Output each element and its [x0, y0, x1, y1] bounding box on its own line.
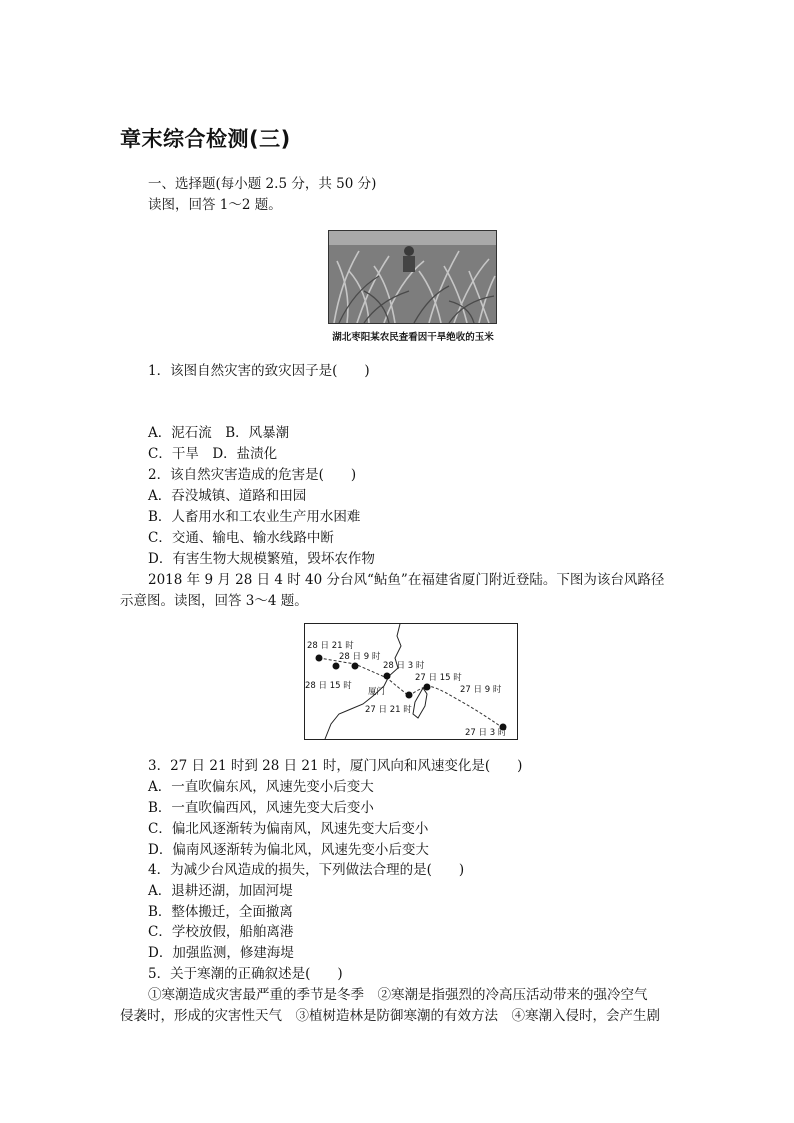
- typhoon-track-map: [304, 623, 518, 740]
- intro-text-1: 读图，回答 1～2 题。: [148, 197, 282, 213]
- question-4-option-a: A．退耕还湖，加固河堤: [148, 883, 293, 899]
- question-3-stem: 3．27 日 21 时到 28 日 21 时，厦门风向和风速变化是( ): [148, 758, 523, 774]
- typhoon-marker: [424, 684, 431, 691]
- question-4-stem: 4．为减少台风造成的损失，下列做法合理的是( ): [148, 862, 465, 878]
- intro-text-2-line-1: 2018 年 9 月 28 日 4 时 40 分台风“鲇鱼”在福建省厦门附近登陆。下图为该台风路径: [148, 572, 665, 588]
- question-1-options-ab: A．泥石流 B．风暴潮: [148, 425, 290, 441]
- map-label-27-3: 27 日 3 时: [465, 728, 507, 738]
- question-3-option-c: C．偏北风逐渐转为偏南风，风速先变大后变小: [148, 821, 429, 837]
- question-2-option-c: C．交通、输电、输水线路中断: [148, 530, 334, 546]
- typhoon-marker: [316, 655, 323, 662]
- question-5-line-2: 侵袭时，形成的灾害性天气 ③植树造林是防御寒潮的有效方法 ④寒潮入侵时，会产生剧: [120, 1008, 660, 1024]
- question-2-option-d: D．有害生物大规模繁殖，毁坏农作物: [148, 551, 375, 567]
- question-2-option-b: B．人畜用水和工农业生产用水困难: [148, 509, 361, 525]
- question-4-option-d: D．加强监测，修建海堤: [148, 945, 294, 961]
- question-1-options-cd: C．干旱 D．盐渍化: [148, 446, 278, 462]
- map-label-27-9: 27 日 9 时: [460, 685, 502, 695]
- photo-caption: 湖北枣阳某农民查看因干旱绝收的玉米: [332, 332, 494, 343]
- question-2-option-a: A．吞没城镇、道路和田园: [148, 488, 307, 504]
- intro-text-2-line-2: 示意图。读图，回答 3～4 题。: [120, 593, 308, 609]
- drought-corn-photo: [328, 230, 497, 324]
- question-4-option-c: C．学校放假，船舶离港: [148, 924, 294, 940]
- map-label-28-21: 28 日 21 时: [307, 641, 354, 651]
- taiwan-island: [413, 688, 427, 718]
- map-label-27-15: 27 日 15 时: [415, 673, 462, 683]
- typhoon-marker: [384, 673, 391, 680]
- typhoon-marker: [406, 692, 413, 699]
- map-label-28-9: 28 日 9 时: [339, 652, 381, 662]
- map-label-28-3: 28 日 3 时: [383, 661, 425, 671]
- question-3-option-b: B．一直吹偏西风，风速先变大后变小: [148, 800, 374, 816]
- typhoon-marker: [352, 663, 359, 670]
- question-3-option-d: D．偏南风逐渐转为偏北风，风速先变小后变大: [148, 842, 429, 858]
- typhoon-marker: [333, 663, 340, 670]
- question-2-stem: 2．该自然灾害造成的危害是( ): [148, 467, 357, 483]
- section-heading: 一、选择题(每小题 2.5 分，共 50 分): [148, 176, 377, 192]
- map-label-27-21: 27 日 21 时: [365, 705, 412, 715]
- question-1-stem: 1．该图自然灾害的致灾因子是( ): [148, 363, 370, 379]
- question-3-option-a: A．一直吹偏东风，风速先变小后变大: [148, 779, 374, 795]
- question-5-line-1: ①寒潮造成灾害最严重的季节是冬季 ②寒潮是指强烈的冷高压活动带来的强冷空气: [148, 987, 648, 1003]
- map-label-28-15: 28 日 15 时: [305, 681, 352, 691]
- question-5-stem: 5．关于寒潮的正确叙述是( ): [148, 966, 343, 982]
- map-label-xiamen: 厦门: [368, 687, 386, 697]
- page-title: 章末综合检测(三): [120, 127, 291, 151]
- question-4-option-b: B．整体搬迁，全面撤离: [148, 904, 293, 920]
